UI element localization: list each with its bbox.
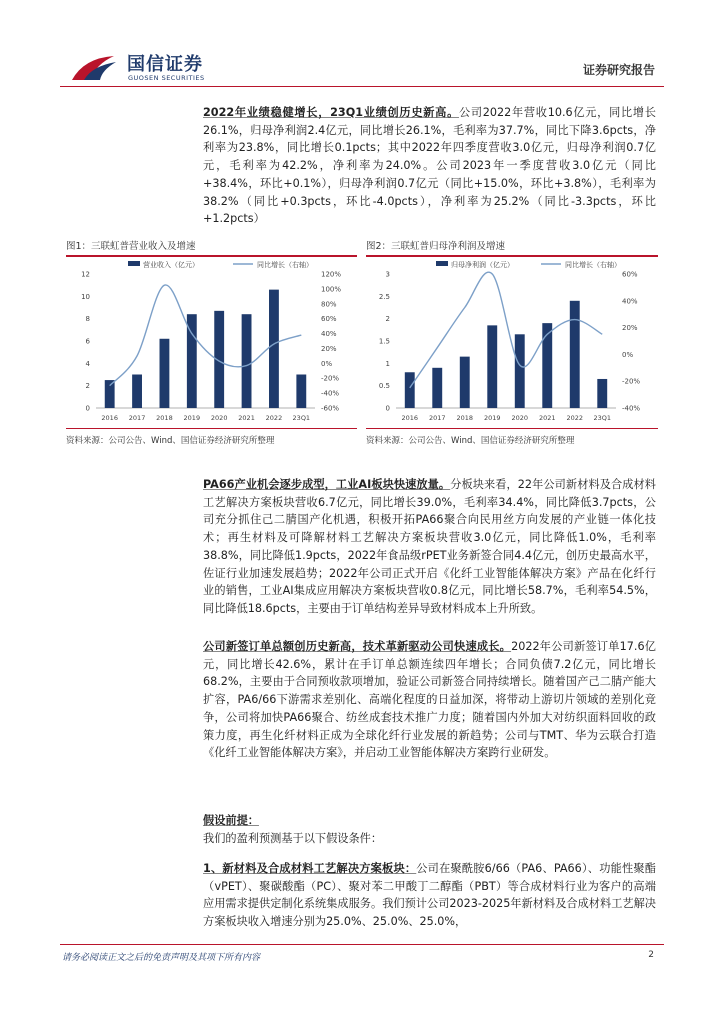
figure-2-source: 资料来源：公司公告、Wind、国信证券经济研究所整理: [366, 436, 575, 446]
bar-2018: [160, 339, 170, 408]
assumptions-intro: 我们的盈利预测基于以下假设条件：: [203, 832, 383, 845]
pa66-body: 分板块来看，22年公司新材料及合成材料工艺解决方案板块营收6.7亿元，同比增长39.0%，毛利率34.4%，同比降低3.7pcts，公司充分抓住己二腈国产化机遇，积极开拓PA66聚合向民用丝方向发展的产业链一体化技术；再生材料及可降解材料工艺解决方案板块营收3.0亿元，同比降低1.0%，毛利率38.8%，同比降低1.9pcts，2022年食品级rPET业务新签合同4.4亿元，创历史最高水平，佐证行业加速发展趋势；2022年公司正式开启《化纤工业智能体解决方案》产品在化纤行业的销售，工业AI集成应用解决方案板块营收0.8亿元，同比增长58.7%，毛利率54.5%，同比降低18.6pcts，主要由于订单结构差异导致材料成本上升所致。: [203, 478, 656, 615]
y-tick-label: 8: [85, 315, 90, 324]
y2-tick-label: 0%: [321, 359, 333, 368]
bar-2019: [487, 325, 497, 408]
x-tick-label: 2017: [128, 414, 146, 422]
y2-tick-label: 0%: [622, 350, 634, 359]
figure-1-source: 资料来源：公司公告、Wind、国信证券经济研究所整理: [66, 436, 275, 446]
x-tick-label: 2022: [265, 414, 283, 422]
y-tick-label: 2.5: [378, 292, 390, 301]
legend-bar-swatch: [128, 261, 140, 266]
orders-paragraph: [203, 638, 656, 762]
y2-tick-label: -40%: [622, 404, 641, 413]
bar-23Q1: [597, 379, 607, 408]
page-number: 2: [648, 950, 654, 960]
figure-1-bottom-rule: [66, 428, 357, 429]
x-tick-label: 23Q1: [292, 414, 311, 422]
assumptions-heading: [203, 812, 656, 830]
x-tick-label: 2021: [538, 414, 556, 422]
x-tick-label: 2019: [183, 414, 201, 422]
y-tick-label: 0: [85, 404, 90, 413]
x-tick-label: 2020: [511, 414, 529, 422]
intro-lead: 2022年业绩稳健增长，23Q1业绩创历史新高。: [203, 106, 459, 119]
x-tick-label: 2018: [456, 414, 474, 422]
bar-2021: [542, 323, 552, 408]
logo-text: 国信证券: [127, 54, 203, 75]
bar-2017: [432, 368, 442, 408]
guosen-logo-icon: [70, 52, 120, 84]
orders-body: 2022年公司新签订单17.6亿元，同比增长42.6%，累计在手订单总额连续四年增长；合同负债7.2亿元，同比增长68.2%，主要由于合同预收款项增加，验证公司新签合同持续增长。随着国产己二腈产能大扩容，PA6/66下游需求差别化、高端化程度的日益加深，将带动上游切片领域的差别化竞争，公司将加快PA66聚合、纺丝成套技术推广力度；随着国内外加大对纺织面料回收的政策力度，再生化纤材料正成为全球化纤行业发展的新趋势；公司与TMT、华为云联合打造《化纤工业智能体解决方案》，并启动工业智能体解决方案跨行业研发。: [203, 640, 656, 760]
y2-tick-label: 20%: [622, 324, 638, 333]
intro-paragraph: [203, 104, 656, 228]
y-tick-label: 2: [85, 382, 90, 391]
disclaimer-note: 请务必阅读正文之后的免责声明及其项下所有内容: [62, 953, 261, 963]
y2-tick-label: 40%: [321, 330, 337, 339]
figure-2-rule: [366, 255, 658, 257]
y2-tick-label: 120%: [321, 270, 342, 279]
pa66-paragraph: [203, 476, 656, 618]
y2-tick-label: 80%: [321, 300, 337, 309]
bar-23Q1: [296, 375, 306, 409]
figure-1-chart: [66, 258, 357, 428]
x-tick-label: 2016: [101, 414, 118, 422]
figure-1-title: 图1：三联虹普营业收入及增速: [66, 241, 196, 252]
y2-tick-label: -20%: [622, 377, 641, 386]
y2-tick-label: 20%: [321, 344, 337, 353]
assumptions-heading-text: 假设前提：: [203, 814, 259, 827]
bar-2022: [570, 301, 580, 408]
x-tick-label: 2018: [156, 414, 173, 422]
figure-2: [366, 238, 658, 450]
legend-line-label: 同比增长（右轴）: [565, 261, 621, 269]
bar-2016: [405, 372, 415, 408]
figure-2-bottom-rule: [366, 428, 658, 429]
figure-1-rule: [66, 255, 357, 257]
y-tick-label: 6: [85, 337, 90, 346]
y2-tick-label: -40%: [321, 389, 340, 398]
y2-tick-label: 60%: [622, 270, 638, 279]
x-tick-label: 2016: [401, 414, 419, 422]
legend-line-label: 同比增长（右轴）: [257, 261, 313, 269]
y-tick-label: 12: [81, 270, 90, 279]
y2-tick-label: 100%: [321, 285, 342, 294]
bar-2021: [242, 314, 252, 408]
y-tick-label: 0.5: [378, 382, 390, 391]
legend-bar-label: 归母净利润（亿元）: [451, 261, 514, 269]
legend-bar-label: 营业收入（亿元）: [143, 261, 199, 269]
x-tick-label: 23Q1: [593, 414, 612, 422]
bar-2020: [515, 334, 525, 408]
bar-2017: [132, 375, 142, 409]
pa66-lead: PA66产业机会逐步成型，工业AI板块快速放量。: [203, 478, 451, 491]
x-tick-label: 2021: [238, 414, 255, 422]
bar-2022: [269, 290, 279, 408]
figure-2-title: 图2：三联虹普归母净利润及增速: [366, 241, 506, 252]
assumption-item-1: [203, 860, 656, 931]
x-tick-label: 2020: [210, 414, 228, 422]
y-tick-label: 3: [385, 270, 390, 279]
y-tick-label: 2: [385, 315, 390, 324]
y2-tick-label: -60%: [321, 404, 340, 413]
footer-divider: [60, 944, 664, 945]
y-tick-label: 1.5: [378, 337, 390, 346]
assumption-item-1-lead: 1、新材料及合成材料工艺解决方案板块：: [203, 862, 417, 875]
logo-subtext: GUOSEN SECURITIES: [128, 74, 205, 82]
header-divider: [60, 86, 664, 87]
intro-body: 公司2022年营收10.6亿元，同比增长26.1%，归母净利润2.4亿元，同比增长26.1%，毛利率为37.7%，同比下降3.6pcts，净利率为23.8%，同比增长0.1pcts；其中2022年四季度营收3.0亿元，归母净利润0.7亿元，毛利率为42.2%，净利率为24.0%。公司2023年一季度营收3.0亿元（同比+38.4%，环比+0.1%），归母净利润0.7亿元（同比+15.0%，环比+3.8%），毛利率为38.2%（同比+0.3pcts，环比-4.0pcts），净利率为25.2%（同比-3.3pcts，环比+1.2pcts）: [203, 106, 656, 226]
x-tick-label: 2017: [428, 414, 446, 422]
y-tick-label: 10: [81, 292, 90, 301]
figure-2-chart: [366, 258, 658, 428]
page-header: [0, 0, 724, 90]
y2-tick-label: 60%: [321, 315, 337, 324]
figure-1: [66, 238, 357, 450]
report-type: 证券研究报告: [582, 63, 655, 77]
assumption-item-1-body: 公司在聚酰胺6/66（PA6、PA66）、功能性聚酯（vPET）、聚碳酸酯（PC）、聚对苯二甲酸丁二醇酯（PBT）等合成材料行业为客户的高端应用需求提供定制化系统集成服务。我们预计公司2023-2025年新材料及合成材料工艺解决方案板块收入增速分别为25.0%、25.0%、25.0%，: [203, 862, 656, 929]
orders-lead: 公司新签订单总额创历史新高，技术革新驱动公司快速成长。: [203, 640, 512, 653]
y-tick-label: 4: [85, 359, 90, 368]
y2-tick-label: -20%: [321, 374, 340, 383]
bar-2016: [105, 380, 115, 408]
x-tick-label: 2022: [566, 414, 584, 422]
bar-2018: [460, 357, 470, 408]
legend-bar-swatch: [436, 261, 448, 266]
y-tick-label: 0: [385, 404, 390, 413]
y-tick-label: 1: [385, 359, 390, 368]
x-tick-label: 2019: [483, 414, 501, 422]
y2-tick-label: 40%: [622, 297, 638, 306]
